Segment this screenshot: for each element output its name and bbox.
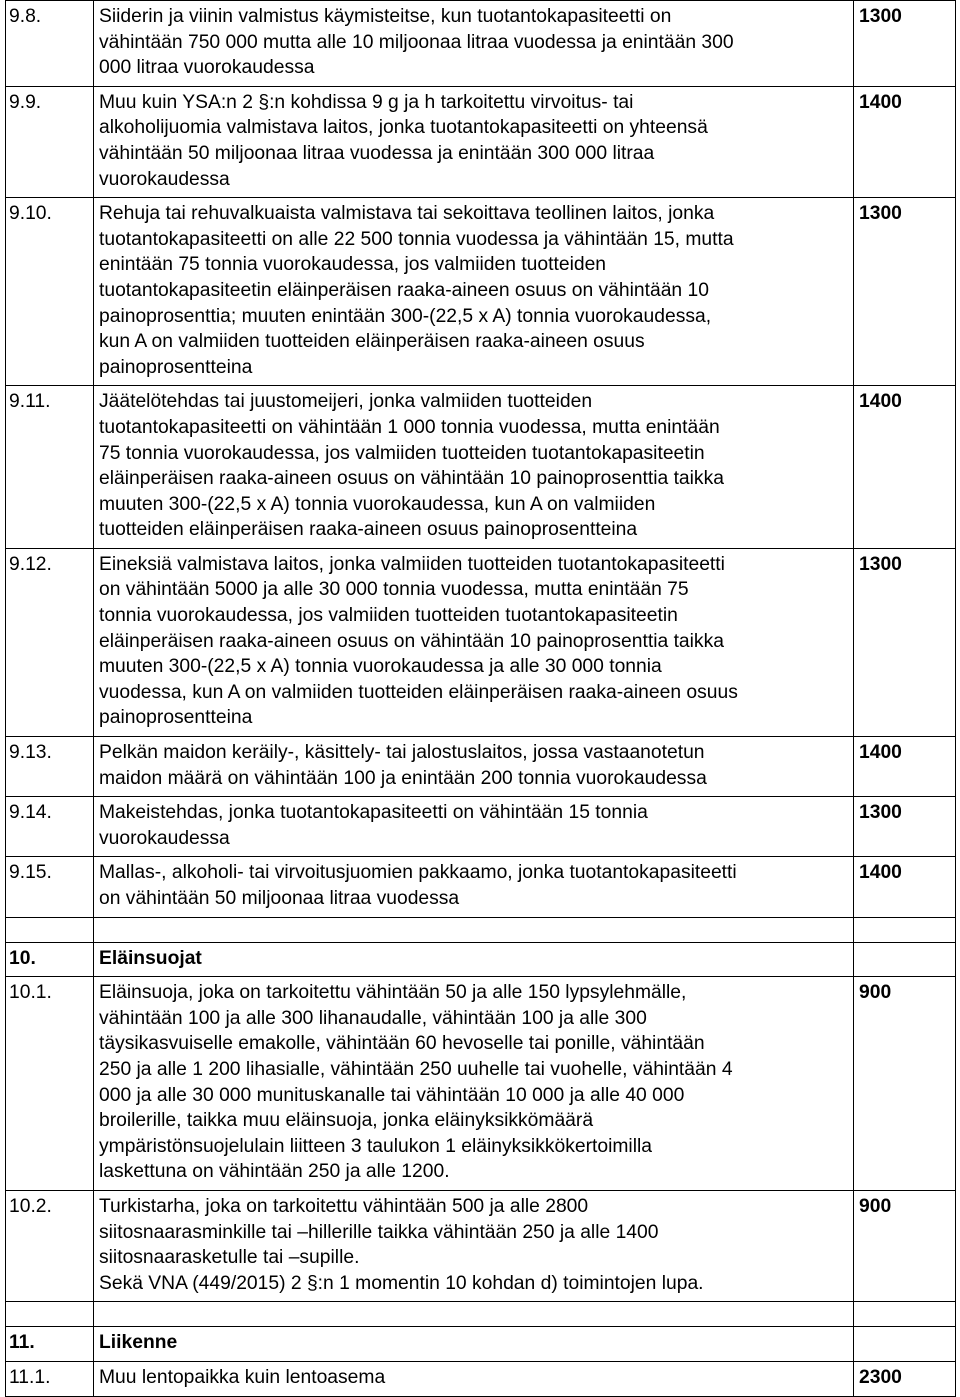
fee-value: 900: [854, 977, 956, 1191]
description-line: 250 ja alle 1 200 lihasialle, vähintään 250 uuhelle tai vuohelle, vähintään 4: [99, 1058, 733, 1080]
description-line: Turkistarha, joka on tarkoitettu vähintään 500 ja alle 2800: [99, 1195, 589, 1217]
item-number: 9.8.: [6, 1, 94, 87]
description-line: vähintään 100 ja alle 300 lihanaudalle, vähintään 100 ja alle 300: [99, 1007, 647, 1029]
description-line: maidon määrä on vähintään 100 ja enintään 200 tonnia vuorokaudessa: [99, 767, 707, 789]
item-number: 10.2.: [6, 1190, 94, 1301]
description-line: Muu kuin YSA:n 2 §:n kohdissa 9 g ja h tarkoitettu virvoitus- tai: [99, 91, 634, 113]
item-description: [94, 797, 854, 857]
fee-table-body: [6, 1, 956, 1397]
fee-value: 1400: [854, 737, 956, 797]
description-line: Eläinsuojat: [99, 947, 202, 969]
description-line: 000 ja alle 30 000 munituskanalle tai vähintään 10 000 ja alle 40 000: [99, 1084, 685, 1106]
description-line: Sekä VNA (449/2015) 2 §:n 1 momentin 10 kohdan d) toimintojen lupa.: [99, 1272, 704, 1294]
fee-value: 1400: [854, 86, 956, 197]
spacer-row: [6, 1302, 956, 1327]
description-line: siitosnaarasminkille tai –hillerille taikka vähintään 250 ja alle 1400: [99, 1221, 659, 1243]
fee-value: 1400: [854, 386, 956, 549]
table-row: [6, 857, 956, 917]
item-description: [94, 1, 854, 87]
table-row: [6, 1361, 956, 1396]
table-row: [6, 198, 956, 386]
description-line: tuotantokapasiteetti on alle 22 500 tonnia vuodessa ja vähintään 15, mutta: [99, 228, 734, 250]
table-row: [6, 386, 956, 549]
description-line: Eineksiä valmistava laitos, jonka valmiiden tuotteiden tuotantokapasiteetti: [99, 553, 725, 575]
item-number: 9.13.: [6, 737, 94, 797]
fee-value: 2300: [854, 1361, 956, 1396]
spacer-cell: [94, 917, 854, 942]
fee-value: 1300: [854, 1, 956, 87]
section-title: [94, 1327, 854, 1362]
description-line: tonnia vuorokaudessa, jos valmiiden tuotteiden tuotantokapasiteetin: [99, 605, 678, 627]
description-line: vähintään 50 miljoonaa litraa vuodessa ja enintään 300 000 litraa: [99, 142, 655, 164]
fee-value: [854, 942, 956, 977]
description-line: alkoholijuomia valmistava laitos, jonka tuotantokapasiteetti on yhteensä: [99, 117, 708, 139]
description-line: 000 litraa vuorokaudessa: [99, 57, 315, 79]
item-number: 10.1.: [6, 977, 94, 1191]
table-row: [6, 1, 956, 87]
fee-value: 900: [854, 1190, 956, 1301]
fee-value: 1300: [854, 548, 956, 736]
description-line: vuodessa, kun A on valmiiden tuotteiden eläinperäisen raaka-aineen osuus: [99, 681, 738, 703]
spacer-row: [6, 917, 956, 942]
spacer-cell: [6, 917, 94, 942]
table-row: [6, 1190, 956, 1301]
description-line: siitosnaarasketulle tai –supille.: [99, 1247, 360, 1269]
section-heading-row: [6, 1327, 956, 1362]
item-number: 9.10.: [6, 198, 94, 386]
description-line: Eläinsuoja, joka on tarkoitettu vähintään 50 ja alle 150 lypsylehmälle,: [99, 982, 687, 1004]
item-number: 9.11.: [6, 386, 94, 549]
description-line: ympäristönsuojelulain liitteen 3 taulukon 1 eläinyksikkökertoimilla: [99, 1135, 653, 1157]
item-number: 11.: [6, 1327, 94, 1362]
item-description: [94, 1190, 854, 1301]
section-title: [94, 942, 854, 977]
item-description: [94, 857, 854, 917]
description-line: Siiderin ja viinin valmistus käymisteitse, kun tuotantokapasiteetti on: [99, 6, 672, 27]
description-line: on vähintään 50 miljoonaa litraa vuodessa: [99, 888, 460, 909]
item-description: [94, 86, 854, 197]
table-row: [6, 737, 956, 797]
description-line: Mallas-, alkoholi- tai virvoitusjuomien pakkaamo, jonka tuotantokapasiteetti: [99, 862, 737, 884]
description-line: tuotantokapasiteetti on vähintään 1 000 tonnia vuodessa, mutta enintään: [99, 416, 720, 438]
item-number: 9.15.: [6, 857, 94, 917]
description-line: Jäätelötehdas tai juustomeijeri, jonka valmiiden tuotteiden: [99, 391, 593, 413]
description-line: painoprosenttia; muuten enintään 300-(22,5 x A) tonnia vuorokaudessa,: [99, 305, 712, 327]
description-line: täysikasvuiselle emakolle, vähintään 60 hevoselle tai ponille, vähintään: [99, 1033, 705, 1055]
item-number: 10.: [6, 942, 94, 977]
description-line: broilerille, taikka muu eläinsuoja, jonka eläinyksikkömäärä: [99, 1110, 594, 1132]
spacer-cell: [854, 917, 956, 942]
fee-value: 1300: [854, 797, 956, 857]
item-description: [94, 548, 854, 736]
spacer-cell: [6, 1302, 94, 1327]
spacer-cell: [94, 1302, 854, 1327]
description-line: vuorokaudessa: [99, 168, 230, 190]
description-line: muuten 300-(22,5 x A) tonnia vuorokaudessa ja alle 30 000 tonnia: [99, 656, 662, 678]
item-description: [94, 386, 854, 549]
item-description: [94, 198, 854, 386]
item-number: 9.14.: [6, 797, 94, 857]
description-line: muuten 300-(22,5 x A) tonnia vuorokaudessa, kun A on valmiiden: [99, 493, 656, 515]
description-line: vähintään 750 000 mutta alle 10 miljoonaa litraa vuodessa ja enintään 300: [99, 31, 734, 53]
description-line: Liikenne: [99, 1332, 178, 1354]
section-heading-row: [6, 942, 956, 977]
description-line: painoprosentteina: [99, 707, 253, 729]
description-line: enintään 75 tonnia vuorokaudessa, jos valmiiden tuotteiden: [99, 254, 607, 276]
item-number: 9.9.: [6, 86, 94, 197]
item-number: 9.12.: [6, 548, 94, 736]
item-description: [94, 737, 854, 797]
description-line: tuotantokapasiteetin eläinperäisen raaka-aineen osuus on vähintään 10: [99, 279, 709, 301]
table-row: [6, 86, 956, 197]
description-line: laskettuna on vähintään 250 ja alle 1200.: [99, 1161, 450, 1183]
description-line: 75 tonnia vuorokaudessa, jos valmiiden tuotteiden tuotantokapasiteetin: [99, 442, 705, 464]
fee-value: [854, 1327, 956, 1362]
spacer-cell: [854, 1302, 956, 1327]
description-line: Makeistehdas, jonka tuotantokapasiteetti on vähintään 15 tonnia: [99, 802, 648, 824]
description-line: vuorokaudessa: [99, 827, 230, 849]
description-line: Muu lentopaikka kuin lentoasema: [99, 1366, 386, 1388]
item-number: 11.1.: [6, 1361, 94, 1396]
description-line: eläinperäisen raaka-aineen osuus on vähintään 10 painoprosenttia taikka: [99, 468, 724, 490]
fee-table: [5, 0, 956, 1397]
description-line: eläinperäisen raaka-aineen osuus on vähintään 10 painoprosenttia taikka: [99, 630, 724, 652]
description-line: painoprosentteina: [99, 356, 253, 378]
table-row: [6, 548, 956, 736]
table-row: [6, 797, 956, 857]
fee-value: 1400: [854, 857, 956, 917]
description-line: kun A on valmiiden tuotteiden eläinperäisen raaka-aineen osuus: [99, 331, 645, 353]
description-line: tuotteiden eläinperäisen raaka-aineen osuus painoprosentteina: [99, 519, 638, 541]
description-line: Pelkän maidon keräily-, käsittely- tai jalostuslaitos, jossa vastaanotetun: [99, 742, 705, 764]
item-description: [94, 1361, 854, 1396]
description-line: on vähintään 5000 ja alle 30 000 tonnia vuodessa, mutta enintään 75: [99, 579, 689, 601]
description-line: Rehuja tai rehuvalkuaista valmistava tai sekoittava teollinen laitos, jonka: [99, 203, 715, 225]
item-description: [94, 977, 854, 1191]
table-row: [6, 977, 956, 1191]
fee-value: 1300: [854, 198, 956, 386]
